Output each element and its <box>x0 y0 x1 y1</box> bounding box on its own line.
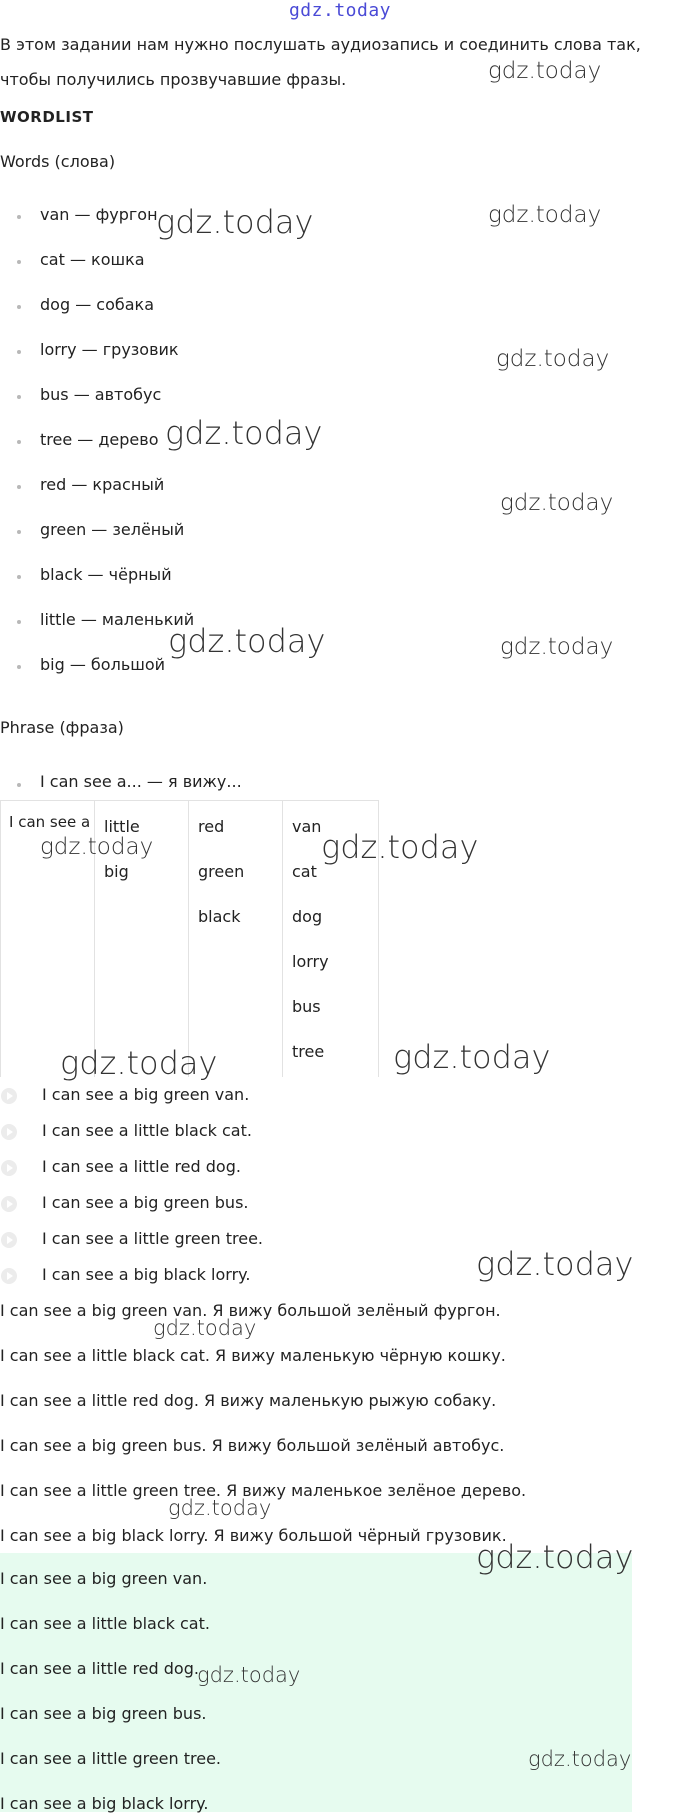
bullet-icon <box>17 260 21 264</box>
wordlist-heading: WORDLIST <box>0 108 94 126</box>
answer-line: I can see a big green bus. <box>0 1704 207 1723</box>
answer-line: I can see a big green van. <box>0 1569 208 1588</box>
word-text: lorry — грузовик <box>40 340 179 359</box>
words-heading: Words (слова) <box>0 152 116 171</box>
audio-sentence: I can see a little red dog. <box>42 1157 241 1176</box>
phrase-heading: Phrase (фраза) <box>0 718 124 737</box>
table-cell: black <box>198 907 241 926</box>
bullet-icon <box>17 530 21 534</box>
site-logo[interactable]: gdz.today <box>288 0 392 21</box>
table-cell: big <box>104 862 129 881</box>
play-icon[interactable] <box>1 1268 17 1284</box>
word-text: bus — автобус <box>40 385 162 404</box>
watermark: gdz.today <box>165 414 323 452</box>
answer-box <box>0 1553 632 1812</box>
bullet-icon <box>17 395 21 399</box>
bullet-icon <box>17 485 21 489</box>
watermark: gdz.today <box>60 1044 218 1082</box>
word-text: tree — дерево <box>40 430 159 449</box>
table-cell: green <box>198 862 245 881</box>
word-text: red — красный <box>40 475 165 494</box>
translation-line: I can see a little green tree. Я вижу маленькое зелёное дерево. <box>0 1481 527 1500</box>
bullet-icon <box>17 620 21 624</box>
word-text: little — маленький <box>40 610 195 629</box>
table-cell: lorry <box>292 952 329 971</box>
audio-sentence: I can see a little green tree. <box>42 1229 264 1248</box>
answer-line: I can see a big black lorry. <box>0 1794 209 1813</box>
phrase-text: I can see a... — я вижу... <box>40 772 242 791</box>
answer-line: I can see a little red dog. <box>0 1659 199 1678</box>
watermark: gdz.today <box>168 622 326 660</box>
bullet-icon <box>17 575 21 579</box>
bullet-icon <box>17 783 21 787</box>
watermark: gdz.today <box>168 1496 272 1520</box>
watermark: gdz.today <box>321 828 479 866</box>
intro-line-1: В этом задании нам нужно послушать аудиозапись и соединить слова так, <box>0 35 641 54</box>
bullet-icon <box>17 215 21 219</box>
word-text: cat — кошка <box>40 250 145 269</box>
translation-line: I can see a big green bus. Я вижу большой зелёный автобус. <box>0 1436 505 1455</box>
translation-line: I can see a little black cat. Я вижу маленькую чёрную кошку. <box>0 1346 506 1365</box>
audio-sentence: I can see a big black lorry. <box>42 1265 251 1284</box>
play-icon[interactable] <box>1 1160 17 1176</box>
table-cell: cat <box>292 862 317 881</box>
play-icon[interactable] <box>1 1232 17 1248</box>
audio-sentence: I can see a big green bus. <box>42 1193 249 1212</box>
word-text: green — зелёный <box>40 520 185 539</box>
intro-line-2: чтобы получились прозвучавшие фразы. <box>0 70 347 89</box>
play-icon[interactable] <box>1 1124 17 1140</box>
table-cell: van <box>292 817 322 836</box>
audio-sentence: I can see a little black cat. <box>42 1121 252 1140</box>
watermark: gdz.today <box>496 346 610 372</box>
translation-line: I can see a little red dog. Я вижу маленькую рыжую собаку. <box>0 1391 497 1410</box>
watermark: gdz.today <box>393 1038 551 1076</box>
watermark: gdz.today <box>488 202 602 228</box>
bullet-icon <box>17 665 21 669</box>
bullet-icon <box>17 440 21 444</box>
watermark: gdz.today <box>197 1663 301 1687</box>
watermark: gdz.today <box>500 634 614 660</box>
table-cell: little <box>104 817 140 836</box>
word-text: black — чёрный <box>40 565 172 584</box>
bullet-icon <box>17 350 21 354</box>
bullet-icon <box>17 305 21 309</box>
table-cell: dog <box>292 907 323 926</box>
translation-line: I can see a big green van. Я вижу большой зелёный фургон. <box>0 1301 501 1320</box>
play-icon[interactable] <box>1 1088 17 1104</box>
translation-line: I can see a big black lorry. Я вижу большой чёрный грузовик. <box>0 1526 507 1545</box>
answer-line: I can see a little black cat. <box>0 1614 210 1633</box>
watermark: gdz.today <box>153 1316 257 1340</box>
word-text: dog — собака <box>40 295 154 314</box>
table-cell: red <box>198 817 225 836</box>
play-icon[interactable] <box>1 1196 17 1212</box>
table-cell: bus <box>292 997 321 1016</box>
watermark: gdz.today <box>156 203 314 241</box>
watermark: gdz.today <box>476 1245 634 1283</box>
watermark: gdz.today <box>528 1747 632 1771</box>
table-column <box>188 800 283 1077</box>
watermark: gdz.today <box>500 490 614 516</box>
watermark: gdz.today <box>476 1538 634 1576</box>
table-cell: tree <box>292 1042 325 1061</box>
answer-line: I can see a little green tree. <box>0 1749 222 1768</box>
table-cell: I can see a <box>9 813 91 831</box>
watermark: gdz.today <box>488 58 602 84</box>
word-text: van — фургон <box>40 205 158 224</box>
word-text: big — большой <box>40 655 166 674</box>
watermark: gdz.today <box>40 834 154 860</box>
audio-sentence: I can see a big green van. <box>42 1085 250 1104</box>
